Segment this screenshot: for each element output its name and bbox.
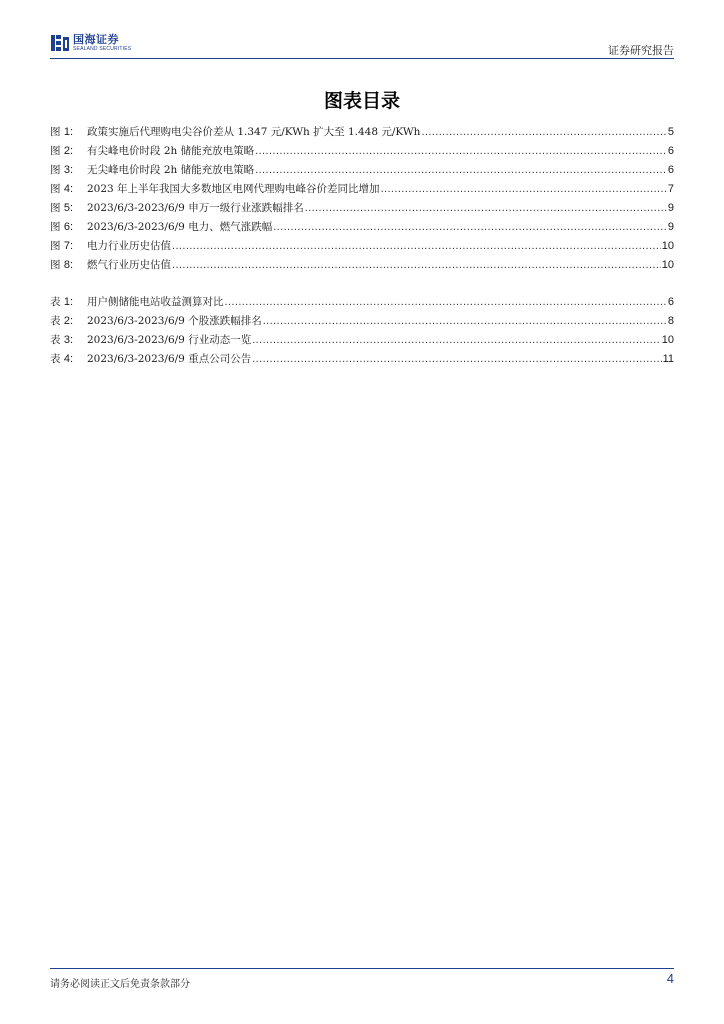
toc-number: 2: <box>63 315 74 327</box>
header-divider <box>50 58 674 59</box>
report-type-label: 证券研究报告 <box>608 44 674 57</box>
toc-prefix: 表 <box>50 296 61 308</box>
toc-prefix: 图 <box>50 145 61 157</box>
toc-page-number: 8 <box>667 315 674 327</box>
toc-entry-figure[interactable] <box>50 196 674 215</box>
toc-prefix: 图 <box>50 240 61 252</box>
toc-leader <box>381 183 667 196</box>
toc-leader <box>252 334 661 347</box>
table-list <box>50 290 674 366</box>
toc-page-number: 11 <box>662 353 674 365</box>
footer-page-number: 4 <box>666 971 674 986</box>
toc-title: 2023/6/3-2023/6/9 重点公司公告 <box>87 353 252 365</box>
toc-entry-figure[interactable] <box>50 234 674 253</box>
toc-entry-figure[interactable] <box>50 253 674 272</box>
toc-leader <box>255 164 667 177</box>
toc-entry-table[interactable] <box>50 290 674 309</box>
toc-leader <box>225 296 667 309</box>
toc-number: 3: <box>63 334 74 346</box>
footer-divider <box>50 968 674 969</box>
toc-title: 无尖峰电价时段 2h 储能充放电策略 <box>87 164 255 176</box>
company-logo <box>50 32 131 54</box>
toc-title: 2023/6/3-2023/6/9 电力、燃气涨跌幅 <box>87 221 273 233</box>
toc-entry-figure[interactable] <box>50 177 674 196</box>
toc-page-number: 10 <box>661 240 674 252</box>
toc-number: 2: <box>63 145 74 157</box>
toc-title: 电力行业历史估值 <box>87 240 171 252</box>
toc-page-number: 9 <box>667 221 674 233</box>
logo-english-name: SEALAND SECURITIES <box>73 46 132 52</box>
footer-disclaimer: 请务必阅读正文后免责条款部分 <box>50 979 190 990</box>
toc-number: 6: <box>63 221 74 233</box>
figure-list <box>50 120 674 272</box>
toc-leader <box>305 202 667 215</box>
toc-page-number: 10 <box>661 259 674 271</box>
toc-entry-figure[interactable] <box>50 139 674 158</box>
toc-title: 2023/6/3-2023/6/9 申万一级行业涨跌幅排名 <box>87 202 304 214</box>
toc-title: 2023/6/3-2023/6/9 行业动态一览 <box>87 334 252 346</box>
toc-leader <box>273 221 667 234</box>
toc-page-number: 7 <box>667 183 674 195</box>
toc-number: 5: <box>63 202 74 214</box>
toc-entry-figure[interactable] <box>50 158 674 177</box>
toc-prefix: 图 <box>50 259 61 271</box>
toc-number: 3: <box>63 164 74 176</box>
page-header <box>50 30 674 58</box>
toc-entry-table[interactable] <box>50 328 674 347</box>
toc-prefix: 表 <box>50 353 61 365</box>
toc-title: 2023 年上半年我国大多数地区电网代理购电峰谷价差同比增加 <box>87 183 380 195</box>
toc-leader <box>172 259 661 272</box>
toc-prefix: 图 <box>50 202 61 214</box>
toc-number: 4: <box>63 183 74 195</box>
toc-page-number: 6 <box>667 145 674 157</box>
toc-title: 2023/6/3-2023/6/9 个股涨跌幅排名 <box>87 315 262 327</box>
toc-leader <box>421 126 666 139</box>
toc-number: 4: <box>63 353 74 365</box>
toc-number: 7: <box>63 240 74 252</box>
page-title: 图表目录 <box>323 90 400 112</box>
toc-page-number: 6 <box>667 164 674 176</box>
toc-leader <box>263 315 667 328</box>
toc-title: 有尖峰电价时段 2h 储能充放电策略 <box>87 145 255 157</box>
toc-entry-figure[interactable] <box>50 215 674 234</box>
toc-number: 1: <box>63 296 74 308</box>
toc-page-number: 5 <box>667 126 674 138</box>
toc-title: 政策实施后代理购电尖谷价差从 1.347 元/KWh 扩大至 1.448 元/KWh <box>87 126 421 138</box>
sealand-logo-icon <box>50 33 70 53</box>
toc-prefix: 图 <box>50 126 61 138</box>
toc-leader <box>172 240 661 253</box>
toc-page-number: 10 <box>661 334 674 346</box>
toc-prefix: 表 <box>50 334 61 346</box>
toc-prefix: 图 <box>50 183 61 195</box>
toc-leader <box>252 353 661 366</box>
toc-prefix: 图 <box>50 164 61 176</box>
toc-prefix: 图 <box>50 221 61 233</box>
toc-page-number: 9 <box>667 202 674 214</box>
toc-page-number: 6 <box>667 296 674 308</box>
toc-title: 燃气行业历史估值 <box>87 259 171 271</box>
toc-leader <box>255 145 667 158</box>
toc-title: 用户侧储能电站收益测算对比 <box>87 296 224 308</box>
toc-prefix: 表 <box>50 315 61 327</box>
toc-entry-table[interactable] <box>50 347 674 366</box>
toc-number: 1: <box>63 126 74 138</box>
toc-entry-figure[interactable] <box>50 120 674 139</box>
toc-number: 8: <box>63 259 74 271</box>
toc-entry-table[interactable] <box>50 309 674 328</box>
logo-chinese-name: 国海证券 <box>73 33 119 46</box>
